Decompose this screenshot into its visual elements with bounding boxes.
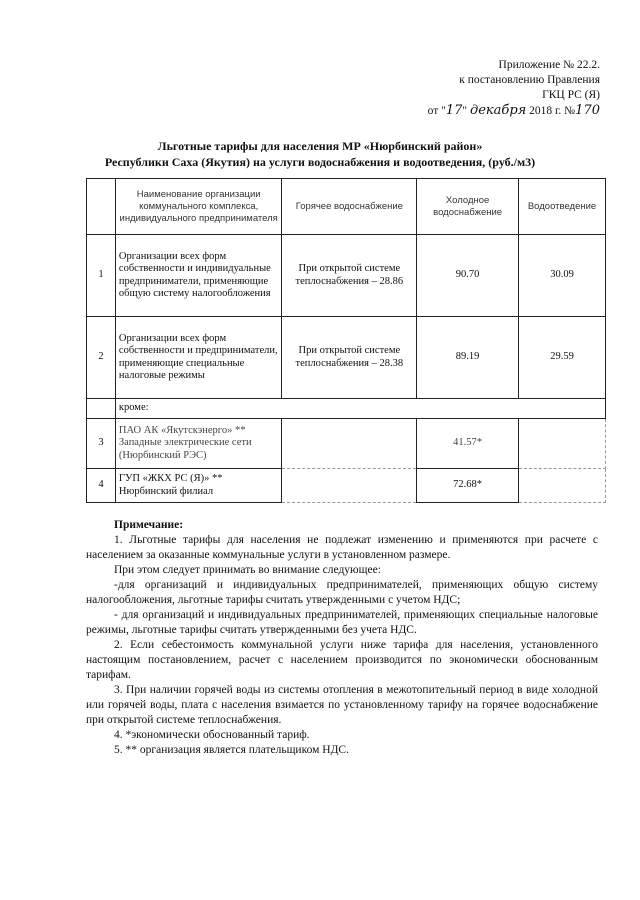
except-row: [87, 399, 606, 419]
notes-title: Примечание:: [114, 519, 184, 531]
date-month: декабря: [469, 103, 527, 118]
resolution-number: 170: [575, 103, 600, 118]
row-hot-water: [282, 469, 417, 503]
table-row: [87, 317, 606, 399]
header-appendix: Приложение № 22.2.: [498, 59, 600, 71]
row-drainage: [519, 419, 606, 469]
note-item: 5. ** организация является плательщиком НДС.: [114, 744, 349, 756]
row-num: 3: [87, 419, 116, 469]
header-resolution: к постановлению Правления: [459, 74, 600, 86]
row-organization: Организации всех форм собственности и индивидуальные предприниматели, применяющие общую систему налогообложения: [115, 235, 282, 317]
date-day: 17: [445, 103, 463, 118]
table-row: [87, 419, 606, 469]
note-item: 1. Льготные тарифы для населения не подлежат изменению и применяются при расчете с населением за оказанные коммунальные услуги в установленном размере.: [86, 534, 598, 561]
row-hot-water: [282, 419, 417, 469]
note-item: При этом следует принимать во внимание следующее:: [114, 564, 381, 576]
date-suffix: 2018 г. №: [529, 105, 576, 117]
row-num: 1: [87, 235, 116, 317]
row-cold-water: 90.70: [417, 235, 519, 317]
header-organization: ГКЦ РС (Я): [542, 89, 600, 101]
row-cold-water: 89.19: [417, 317, 519, 399]
row-organization: ГУП «ЖКХ РС (Я)» ** Нюрбинский филиал: [115, 469, 282, 503]
date-prefix: от ": [427, 105, 446, 117]
row-drainage: 29.59: [519, 317, 606, 399]
document-title: [60, 138, 580, 170]
row-num: 2: [87, 317, 116, 399]
table-row: [87, 469, 606, 503]
date-mid: ": [462, 105, 468, 117]
table-header-row: [87, 179, 606, 235]
note-item: 4. *экономически обоснованный тариф.: [114, 729, 310, 741]
row-drainage: 30.09: [519, 235, 606, 317]
title-line-2: Республики Саха (Якутия) на услуги водоснабжения и водоотведения, (руб./м3): [104, 155, 536, 169]
note-item: 3. При наличии горячей воды из системы отопления в межотопительный период в виде холодной или горячей воды, плата с населения взимается по установленному тарифу на горячее водоснабжение при открытой системе теплоснабжения.: [86, 684, 598, 726]
note-item: -для организаций и индивидуальных предпринимателей, применяющих общую систему налогообложения, льготные тарифы считать утвержденными с учетом НДС;: [86, 579, 598, 606]
notes-section: [86, 518, 598, 758]
row-num: 4: [87, 469, 116, 503]
row-hot-water: При открытой системе теплоснабжения – 28.86: [282, 235, 417, 317]
row-cold-water: 72.68*: [417, 469, 519, 503]
row-drainage: [519, 469, 606, 503]
note-item: - для организаций и индивидуальных предпринимателей, применяющих специальные налоговые режимы, льготные тарифы считать утвержденными без учета НДС.: [86, 609, 598, 636]
note-item: 2. Если себестоимость коммунальной услуги ниже тарифа для населения, установленного настоящим постановлением, расчет с населением производится по экономически обоснованным тарифам.: [86, 639, 598, 681]
row-organization: ПАО АК «Якутскэнерго» ** Западные электрические сети (Нюрбинский РЭС): [115, 419, 282, 469]
except-label: кроме:: [115, 399, 605, 419]
table-row: [87, 235, 606, 317]
header-hot-water: Горячее водоснабжение: [282, 179, 417, 235]
header-drainage: Водоотведение: [519, 179, 606, 235]
header-cold-water: Холодное водоснабжение: [417, 179, 519, 235]
row-hot-water: При открытой системе теплоснабжения – 28.38: [282, 317, 417, 399]
header-date-line: [400, 103, 600, 119]
document-header: [400, 58, 600, 119]
title-line-1: Льготные тарифы для населения МР «Нюрбинский район»: [157, 139, 483, 153]
header-num: [87, 179, 116, 235]
header-organization: Наименование организации коммунального комплекса, индивидуального предпринимателя: [115, 179, 282, 235]
row-cold-water: 41.57*: [417, 419, 519, 469]
row-organization: Организации всех форм собственности и предприниматели, применяющие специальные налоговые режимы: [115, 317, 282, 399]
tariff-table: [86, 178, 606, 503]
